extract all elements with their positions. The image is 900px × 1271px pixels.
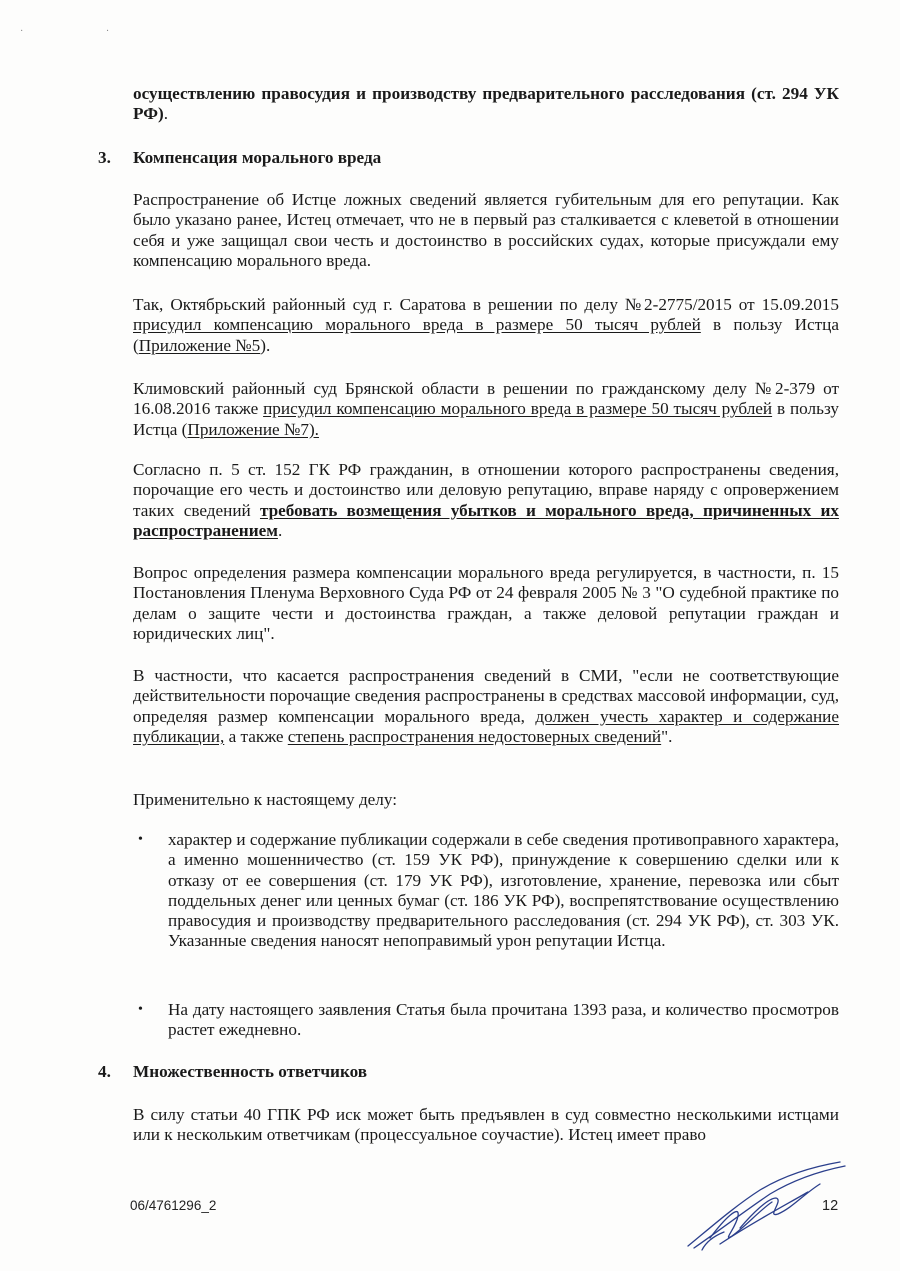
section-4-number: 4. (98, 1062, 111, 1081)
appendix-7-link: Приложение №7). (187, 419, 319, 439)
bullet-item-1: характер и содержание публикации содержали в себе сведения противоправного характера, а именно мошенничество (ст. 159 УК РФ), принуждение к совершению сделки или к отказу от ее совершения (ст. 179 УК РФ), изготовление, хранение, перевозка или сбыт поддельных денег или ценных бумаг (ст. 186 УК РФ), воспрепятствование осуществлению правосудия и производству предварительного расследования (ст. 294 УК РФ), ст. 303 УК. Указанные сведения наносят непоправимый урон репутации Истца. (168, 830, 839, 951)
court-award-saratov: присудил компенсацию морального вреда в размере 50 тысяч рублей (133, 315, 701, 335)
publication-content-emphasis: должен учесть характер и содержание публикации, (133, 706, 840, 746)
bullet-icon: • (138, 832, 143, 847)
section-4-paragraph-1: В силу статьи 40 ГПК РФ иск может быть предъявлен в суд совместно несколькими истцами или к нескольким ответчикам (процессуальное соучастие). Истец имеет право (133, 1105, 839, 1145)
section-3-paragraph-1: Распространение об Истце ложных сведений является губительным для его репутации. Как было указано ранее, Истец отмечает, что не в первый раз сталкивается с клеветой в отношении себя и уже защищал свои честь и достоинство в российских судах, которые присуждали ему компенсацию морального вреда. (133, 190, 839, 270)
intro-tail-bold: осуществлению правосудия и производству предварительного расследования (ст. 294 УК РФ) (133, 84, 839, 124)
section-3-heading (98, 148, 858, 168)
signature-mark (680, 1158, 850, 1253)
intro-tail: осуществлению правосудия и производству предварительного расследования (ст. 294 УК РФ). (133, 84, 839, 124)
distribution-degree-emphasis: степень распространения недостоверных сведений (287, 726, 662, 746)
section-3-paragraph-5: Вопрос определения размера компенсации морального вреда регулируется, в частности, п. 15 Постановления Пленума Верховного Суда РФ от 24 февраля 2005 № 3 "О судебной практике по делам о защите чести и достоинства граждан, а также деловой репутации граждан и юридических лиц". (133, 563, 839, 643)
section-4-heading (98, 1062, 858, 1082)
bullet-icon: • (138, 1002, 143, 1017)
bullet-item-2: На дату настоящего заявления Статья была прочитана 1393 раза, и количество просмотров растет ежедневно. (168, 1000, 839, 1040)
court-award-bryansk: присудил компенсацию морального вреда в размере 50 тысяч рублей (263, 399, 773, 419)
page-number: 12 (822, 1198, 839, 1214)
section-3-number: 3. (98, 148, 111, 167)
section-3-title: Компенсация морального вреда (133, 148, 382, 167)
section-4-title: Множественность ответчиков (133, 1062, 368, 1081)
appendix-5-link: Приложение №5 (138, 335, 261, 355)
damages-claim-emphasis: требовать возмещения убытков и морального вреда, причиненных их распространением (133, 500, 839, 540)
section-3-paragraph-3: Климовский районный суд Брянской области в решении по гражданскому делу №2-379 от 16.08.2016 также присудил компенсацию морального вреда в размере 50 тысяч рублей в пользу Истца (Приложение №7). (133, 379, 839, 439)
document-id: 06/4761296_2 (130, 1198, 217, 1213)
section-3-paragraph-4: Согласно п. 5 ст. 152 ГК РФ гражданин, в отношении которого распространены сведения, порочащие его честь и достоинство или деловую репутацию, вправе наряду с опровержением таких сведений требовать возмещения убытков и морального вреда, причиненных их распространением. (133, 460, 839, 540)
scan-marks: · · (20, 26, 150, 37)
section-3-paragraph-7: Применительно к настоящему делу: (133, 790, 398, 809)
section-3-paragraph-2: Так, Октябрьский районный суд г. Саратова в решении по делу №2-2775/2015 от 15.09.2015 присудил компенсацию морального вреда в размере 50 тысяч рублей в пользу Истца (Приложение №5). (133, 295, 840, 355)
section-3-paragraph-6: В частности, что касается распространения сведений в СМИ, "если не соответствующие действительности порочащие сведения распространены в средствах массовой информации, суд, определяя размер компенсации морального вреда, должен учесть характер и содержание публикации, а также степень распространения недостоверных сведений". (133, 666, 840, 746)
